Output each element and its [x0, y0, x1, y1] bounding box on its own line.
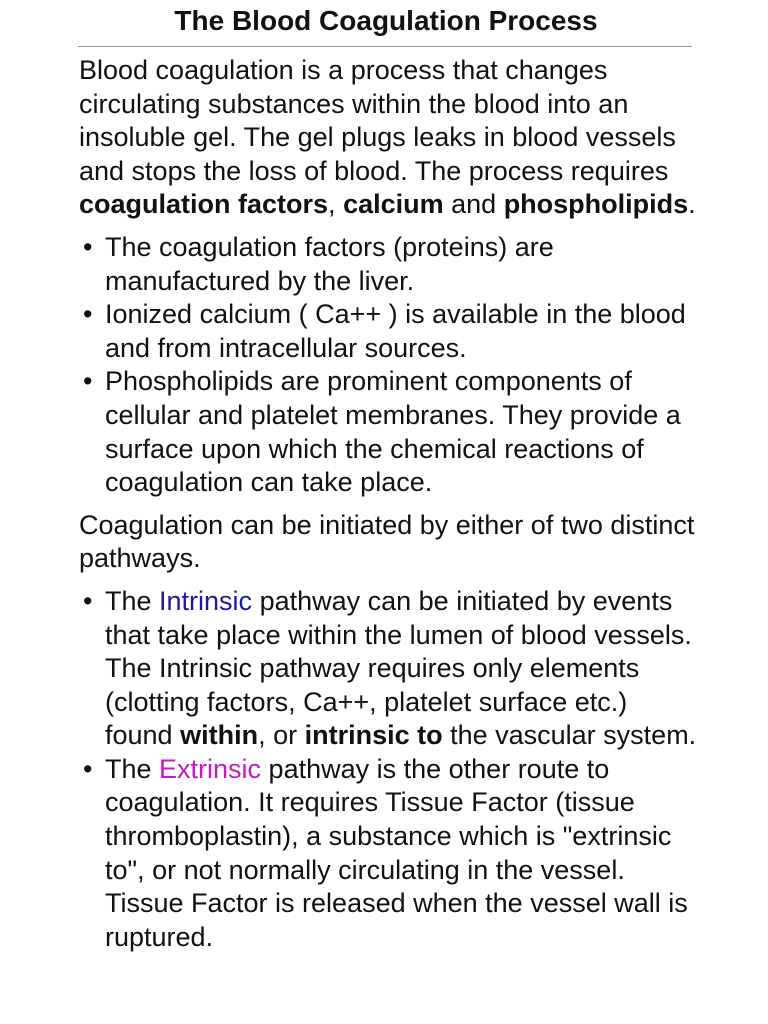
article-body	[79, 54, 699, 954]
intrinsic-pathway-item	[79, 585, 699, 753]
bullet-icon: •	[83, 753, 93, 784]
bullet-icon: •	[83, 585, 93, 616]
extrinsic-text-1: pathway is the other route to coagulation. It requires Tissue Factor (tissue thromboplastin), a substance which is "extrinsic to", or not normally circulating in the vessel. Tissue Factor is released when the vessel wall is ruptured.	[105, 753, 688, 952]
extrinsic-link[interactable]: Extrinsic	[159, 753, 262, 784]
list-item-text: The coagulation factors (proteins) are manufactured by the liver.	[105, 231, 554, 296]
intrinsic-text-2: , or	[258, 720, 305, 751]
intro-text-2: ,	[328, 189, 344, 220]
intrinsic-bold-within: within	[180, 720, 259, 751]
intrinsic-text-1: pathway can be initiated by events that take place within the lumen of blood vessels. The Intrinsic pathway requires only elements (clotting factors, Ca++, platelet surface etc.) found	[105, 585, 692, 751]
page-title: The Blood Coagulation Process	[174, 5, 598, 36]
title-divider	[78, 46, 692, 47]
bullet-icon: •	[83, 299, 93, 330]
intro-bold-phospholipids: phospholipids	[503, 189, 689, 220]
intro-paragraph	[79, 54, 699, 222]
intro-bold-calcium: calcium	[343, 189, 444, 220]
requirements-list	[79, 231, 699, 500]
list-item	[79, 365, 699, 499]
list-item-text: Ionized calcium ( Ca++ ) is available in the blood and from intracellular sources.	[105, 299, 686, 363]
extrinsic-pathway-item	[79, 753, 699, 955]
intro-text-4: .	[688, 189, 696, 220]
pathways-intro-paragraph: Coagulation can be initiated by either of two distinct pathways.	[79, 509, 695, 574]
intro-text-1: Blood coagulation is a process that changes circulating substances within the blood into an insoluble gel. The gel plugs leaks in blood vessels and stops the loss of blood. The process requires	[79, 55, 676, 186]
intrinsic-bold-intrinsic-to: intrinsic to	[304, 720, 443, 751]
bullet-icon: •	[83, 231, 93, 262]
intro-text-3: and	[443, 189, 504, 220]
intro-bold-coagulation-factors: coagulation factors	[79, 189, 329, 220]
list-item-text: Phospholipids are prominent components of cellular and platelet membranes. They provide a surface upon which the chemical reactions of coagulation can take place.	[105, 366, 681, 498]
list-item	[79, 231, 699, 298]
pathways-list	[79, 585, 699, 955]
intrinsic-prefix: The	[105, 585, 160, 616]
extrinsic-prefix: The	[105, 753, 160, 784]
bullet-icon: •	[83, 366, 93, 397]
intrinsic-text-3: the vascular system.	[442, 720, 697, 751]
intrinsic-link[interactable]: Intrinsic	[159, 585, 253, 616]
list-item	[79, 298, 699, 365]
